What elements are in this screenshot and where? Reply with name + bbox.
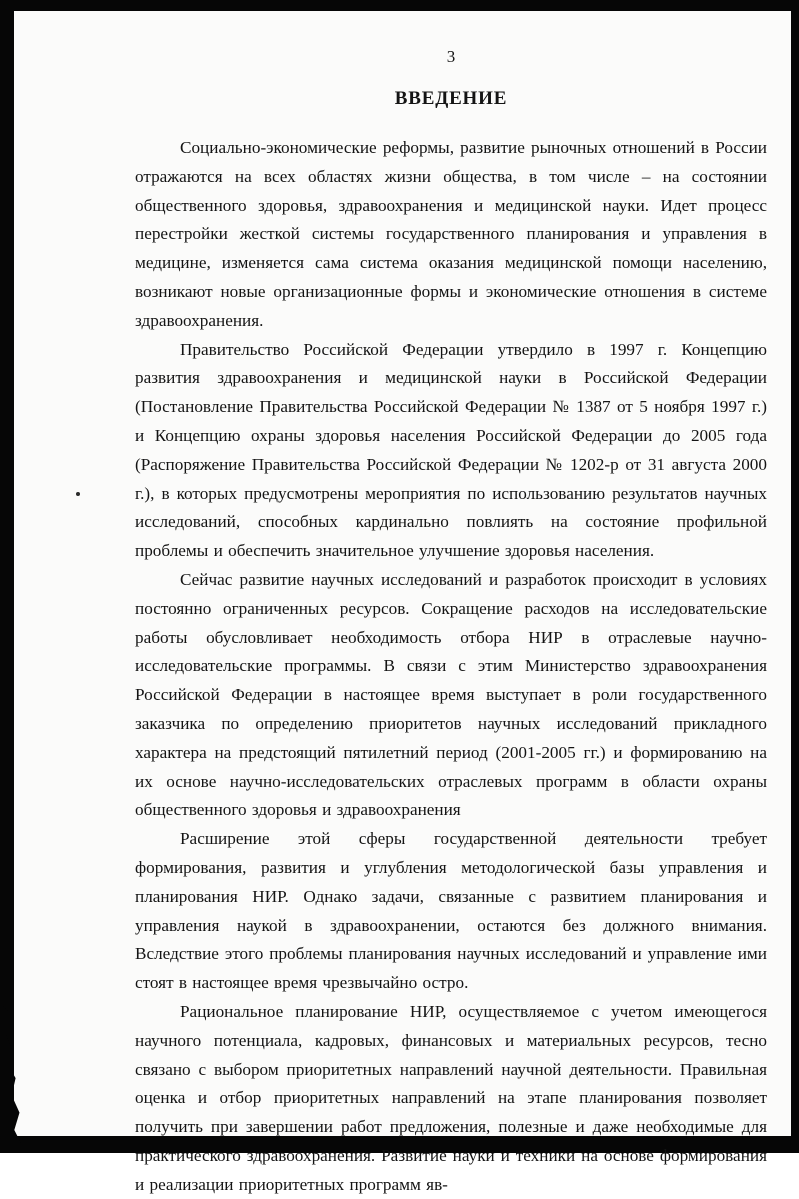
page-number: 3 [446, 47, 456, 66]
page-content [135, 47, 767, 1199]
paper-sheet [14, 11, 791, 1194]
body-paragraph: Расширение этой сферы государственной деятельности требует формирования, развития и углубления методологической базы управления и планирования НИР. Однако задачи, связанные с развитием планирования и управления наукой в здравоохранении, остаются без должного внимания. Вследствие этого проблемы планирования научных исследований и управление ими стоят в настоящее время чрезвычайно остро. [135, 829, 767, 993]
body-paragraph: Правительство Российской Федерации утвердило в 1997 г. Концепцию развития здравоохранения и медицинской науки в Российской Федерации (Постановление Правительства Российской Федерации № 1387 от 5 ноября 1997 г.) и Концепцию охраны здоровья населения Российской Федерации до 2005 года (Распоряжение Правительства Российской Федерации № 1202-р от 31 августа 2000 г.), в которых предусмотрены мероприятия по использованию результатов научных исследований, способных кардинально повлиять на состояние профильной проблемы и обеспечить значительное улучшение здоровья населения. [135, 339, 767, 561]
body-text [135, 134, 767, 1199]
body-paragraph: Сейчас развитие научных исследований и разработок происходит в условиях постоянно ограниченных ресурсов. Сокращение расходов на исследовательские работы обусловливает необходимость отбора НИР в отраслевые научно-исследовательские программы. В связи с этим Министерство здравоохранения Российской Федерации в настоящее время выступает в роли государственного заказчика по определению приоритетов научных исследований прикладного характера на предстоящий пятилетний период (2001-2005 гг.) и формированию на их основе научно-исследовательских отраслевых программ в области охраны общественного здоровья и здравоохранения [135, 569, 767, 820]
section-title: ВВЕДЕНИЕ [394, 88, 508, 109]
scan-artifact-speck [76, 492, 80, 496]
body-paragraph: Социально-экономические реформы, развитие рыночных отношений в России отражаются на всех областях жизни общества, в том числе – на состоянии общественного здоровья, здравоохранения и медицинской науки. Идет процесс перестройки жесткой системы государственного планирования и управления в медицине, изменяется сама система оказания медицинской помощи населению, возникают новые организационные формы и экономические отношения в системе здравоохранения. [135, 138, 767, 330]
body-paragraph: Рациональное планирование НИР, осуществляемое с учетом имеющегося научного потенциала, кадровых, финансовых и материальных ресурсов, тесно связано с выбором приоритетных направлений научной деятельности. Правильная оценка и отбор приоритетных направлений на этапе планирования позволяет получить при завершении работ предложения, полезные и даже необходимые для практического здравоохранения. Развитие науки и техники на основе формирования и реализации приоритетных программ яв- [135, 1001, 767, 1194]
